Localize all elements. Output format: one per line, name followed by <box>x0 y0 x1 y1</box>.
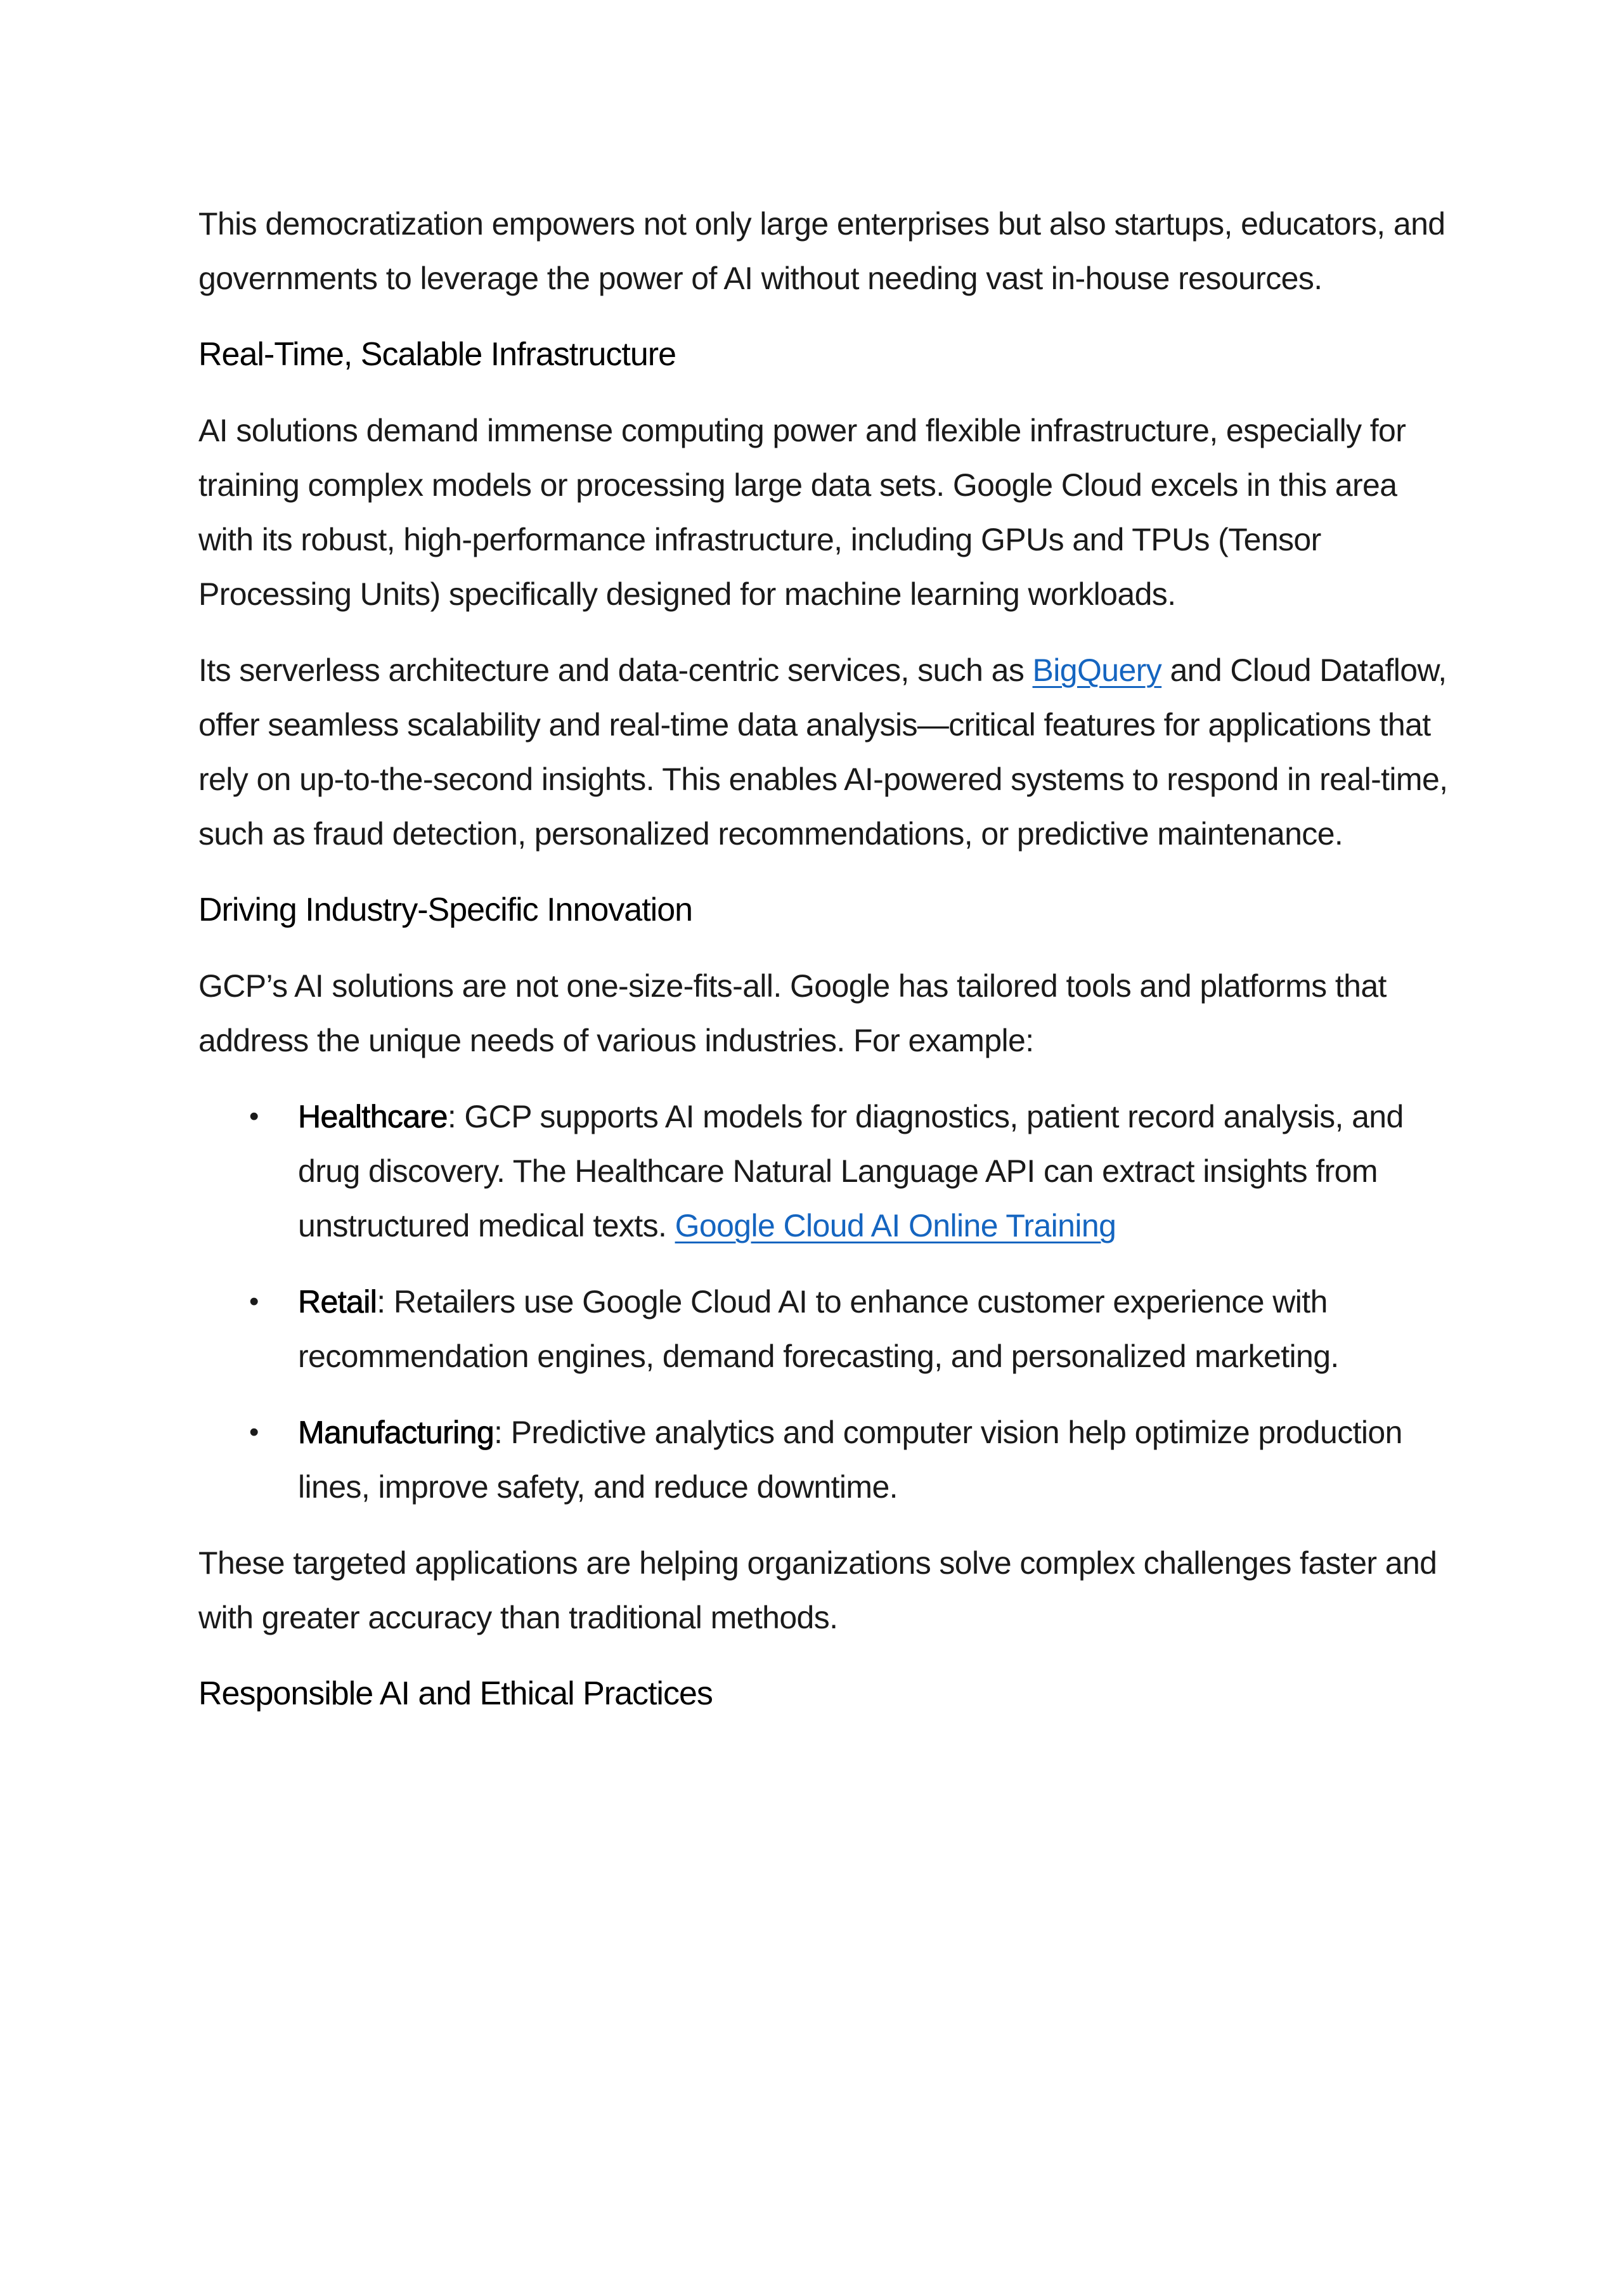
list-item-text: : Retailers use Google Cloud AI to enhance customer experience with recommendation engines, demand forecasting, and personalized marketing. <box>298 1284 1339 1374</box>
list-item-manufacturing <box>198 1405 1454 1514</box>
paragraph-text: Its serverless architecture and data-centric services, such as <box>198 652 1033 688</box>
infrastructure-paragraph-2 <box>198 643 1454 861</box>
heading-industry: Driving Industry-Specific Innovation <box>198 892 693 928</box>
list-item-retail <box>198 1274 1454 1384</box>
list-item-text: : GCP supports AI models for diagnostics, patient record analysis, and drug discovery. The Healthcare Natural Language API can extract insights from unstructured medical texts. <box>298 1099 1404 1243</box>
heading-responsible-ai: Responsible AI and Ethical Practices <box>198 1675 713 1712</box>
industry-closing-paragraph: These targeted applications are helping organizations solve complex challenges faster and with greater accuracy than traditional methods. <box>198 1545 1437 1635</box>
heading-infrastructure: Real-Time, Scalable Infrastructure <box>198 336 676 373</box>
bullet-icon: • <box>249 1101 259 1132</box>
list-item-text: : Predictive analytics and computer vision help optimize production lines, improve safety, and reduce downtime. <box>298 1415 1402 1505</box>
paragraph-text: and Cloud Dataflow, offer seamless scalability and real-time data analysis—critical features for applications that rely on up-to-the-second insights. This enables AI-powered systems to respond in real-time, such as fraud detection, personalized recommendations, or predictive maintenance. <box>198 652 1448 852</box>
list-item-healthcare <box>198 1089 1454 1253</box>
industry-paragraph: GCP’s AI solutions are not one-size-fits-all. Google has tailored tools and platforms that address the unique needs of various industries. For example: <box>198 968 1387 1058</box>
term-manufacturing: Manufacturing <box>298 1415 495 1450</box>
document-page <box>198 197 1454 1742</box>
bigquery-link[interactable]: BigQuery <box>1032 652 1162 688</box>
training-link[interactable]: Google Cloud AI Online Training <box>675 1208 1116 1243</box>
bullet-icon: • <box>249 1417 259 1448</box>
bullet-icon: • <box>249 1286 259 1317</box>
term-healthcare: Healthcare <box>298 1099 448 1134</box>
term-retail: Retail <box>298 1284 377 1320</box>
industry-list <box>198 1089 1454 1514</box>
infrastructure-paragraph-1: AI solutions demand immense computing power and flexible infrastructure, especially for training complex models or processing large data sets. Google Cloud excels in this area with its robust, high-performance infrastructure, including GPUs and TPUs (Tensor Processing Units) specifically designed for machine learning workloads. <box>198 413 1406 612</box>
intro-paragraph: This democratization empowers not only large enterprises but also startups, educators, and governments to leverage the power of AI without needing vast in-house resources. <box>198 206 1445 296</box>
